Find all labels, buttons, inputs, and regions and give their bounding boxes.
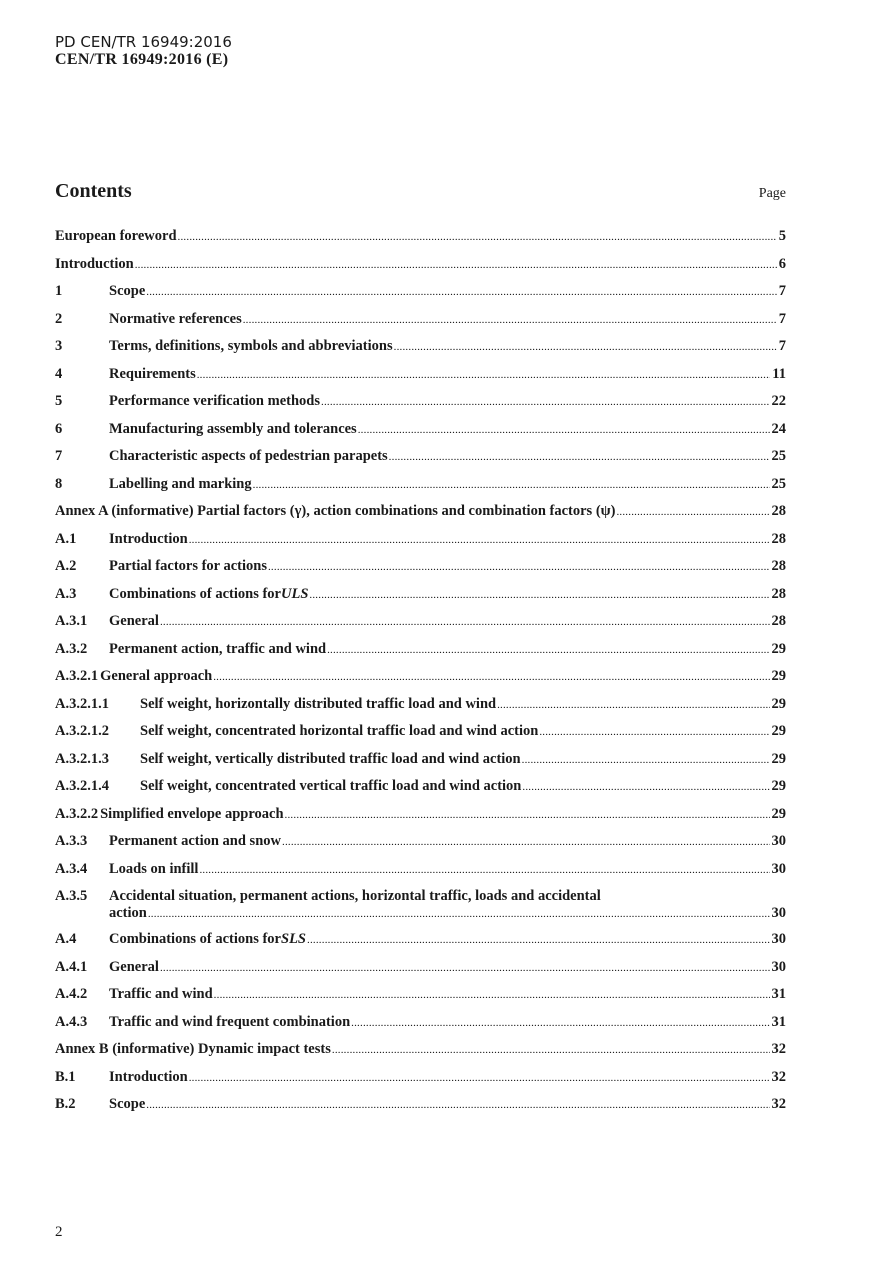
- toc-entry-number: A.4.1: [55, 958, 88, 975]
- toc-entry-number: A.3: [55, 585, 77, 602]
- toc-entry[interactable]: [55, 1069, 786, 1086]
- toc-entry-number: A.3.1: [55, 613, 88, 629]
- toc-entry-number: A.3.3: [55, 833, 88, 849]
- dot-leader: [253, 476, 770, 493]
- toc-entry[interactable]: [55, 366, 786, 383]
- toc-entry-title: Combinations of actions for: [109, 585, 281, 602]
- toc-entry-title: Terms, definitions, symbols and abbreviations: [109, 338, 393, 354]
- document-id-header: PD CEN/TR 16949:2016: [55, 33, 232, 51]
- dot-leader: [332, 1041, 770, 1058]
- toc-entry-page: 7: [778, 338, 786, 354]
- dot-leader: [389, 448, 770, 465]
- toc-entry-title: Partial factors for actions: [109, 558, 267, 574]
- document-standard-header: CEN/TR 16949:2016 (E): [55, 51, 229, 68]
- dot-leader: [497, 696, 769, 713]
- dot-leader: [268, 558, 770, 575]
- toc-entry-number: B.1: [55, 1068, 76, 1085]
- contents-title: Contents: [55, 180, 132, 202]
- toc-entry-number: A.2: [55, 558, 77, 574]
- toc-entry[interactable]: [55, 393, 786, 410]
- dot-leader: [148, 905, 770, 922]
- toc-entry-number: A.4.2: [55, 986, 88, 1002]
- toc-entry-page: 29: [771, 750, 786, 767]
- toc-entry-title: General: [109, 958, 159, 975]
- dot-leader: [394, 338, 777, 355]
- dot-leader: [539, 723, 769, 740]
- toc-entry[interactable]: [55, 256, 786, 273]
- toc-entry-title: Performance verification methods: [109, 393, 320, 409]
- toc-entry[interactable]: [55, 959, 786, 976]
- dot-leader: [307, 931, 770, 948]
- toc-entry-page: 28: [771, 585, 786, 602]
- toc-entry-number: A.3.2.1.1: [55, 695, 109, 712]
- toc-entry-number: 2: [55, 310, 63, 327]
- toc-entry-title: Simplified envelope approach: [100, 805, 284, 822]
- toc-entry-number: A.3.2: [55, 640, 88, 657]
- dot-leader: [146, 1096, 769, 1113]
- toc-entry-page: 28: [771, 503, 786, 519]
- toc-entry[interactable]: [55, 778, 786, 795]
- toc-entry-title: Requirements: [109, 365, 196, 382]
- toc-entry[interactable]: [55, 338, 786, 355]
- toc-entry-number: A.3.2.1.3: [55, 750, 109, 767]
- toc-entry[interactable]: [55, 503, 786, 520]
- toc-entry-title: Self weight, concentrated vertical traffic load and wind action: [140, 778, 522, 794]
- dot-leader: [135, 256, 777, 273]
- toc-entry[interactable]: [55, 696, 786, 713]
- toc-entry[interactable]: [55, 986, 786, 1003]
- toc-entry-title: Accidental situation, permanent actions, horizontal traffic, loads and accidental: [109, 888, 601, 904]
- toc-entry[interactable]: [55, 931, 786, 948]
- dot-leader: [214, 986, 770, 1003]
- toc-entry-page: 25: [771, 475, 786, 492]
- toc-entry[interactable]: [55, 668, 786, 685]
- toc-entry[interactable]: [55, 228, 786, 245]
- toc-entry-number: A.3.2.2: [55, 805, 99, 822]
- toc-entry-title: Permanent action, traffic and wind: [109, 640, 327, 657]
- dot-leader: [327, 641, 769, 658]
- toc-entry-number: 7: [55, 448, 63, 464]
- dot-leader: [189, 1069, 770, 1086]
- dot-leader: [282, 833, 770, 850]
- dot-leader: [160, 959, 770, 976]
- toc-entry[interactable]: [55, 751, 786, 768]
- toc-entry-page: 32: [771, 1041, 786, 1057]
- toc-entry-page: 25: [771, 448, 786, 464]
- toc-entry-number: A.3.2.1.2: [55, 723, 109, 739]
- toc-entry-title: Scope: [109, 1096, 146, 1112]
- page-column-label: Page: [758, 186, 786, 201]
- toc-entry-title: Labelling and marking: [109, 475, 252, 492]
- toc-entry-number: 6: [55, 420, 63, 437]
- toc-entry-page: 29: [771, 723, 786, 739]
- toc-entry-title: Normative references: [109, 310, 242, 327]
- toc-entry-page: 5: [778, 228, 786, 244]
- dot-leader: [522, 778, 769, 795]
- toc-entry-title: General: [109, 613, 159, 629]
- table-of-contents: [55, 228, 786, 1124]
- toc-entry-page: 6: [778, 255, 786, 272]
- toc-entry-page: 29: [771, 668, 786, 684]
- dot-leader: [358, 421, 770, 438]
- toc-entry-number: A.3.5: [55, 888, 88, 904]
- toc-entry-page: 30: [771, 860, 786, 877]
- dot-leader: [189, 531, 770, 548]
- toc-entry-title-italic: ULS: [281, 585, 309, 602]
- dot-leader: [309, 586, 769, 603]
- toc-entry-number: 3: [55, 338, 63, 354]
- dot-leader: [285, 806, 770, 823]
- toc-entry-number: Annex B (informative) Dynamic impact tests: [55, 1041, 331, 1057]
- toc-entry-number: A.4.3: [55, 1013, 88, 1030]
- toc-entry[interactable]: [55, 558, 786, 575]
- toc-entry-title: Combinations of actions for: [109, 931, 281, 947]
- toc-entry-page: 30: [771, 905, 786, 921]
- toc-entry[interactable]: [55, 641, 786, 658]
- toc-entry-title: Traffic and wind frequent combination: [109, 1013, 351, 1030]
- toc-entry-title: Manufacturing assembly and tolerances: [109, 420, 357, 437]
- dot-leader: [197, 366, 771, 383]
- toc-entry-page: 30: [771, 833, 786, 849]
- toc-entry-title: General approach: [100, 668, 213, 684]
- toc-entry[interactable]: [55, 806, 786, 823]
- toc-entry-title: Self weight, horizontally distributed traffic load and wind: [140, 695, 497, 712]
- toc-entry-title: Traffic and wind: [109, 986, 213, 1002]
- dot-leader: [160, 613, 770, 630]
- toc-entry-page: 31: [771, 1013, 786, 1030]
- toc-entry-number: A.1: [55, 530, 77, 547]
- toc-entry-title: Loads on infill: [109, 860, 199, 877]
- toc-entry-title: Self weight, vertically distributed traffic load and wind action: [140, 750, 521, 767]
- page-number: 2: [55, 1224, 63, 1240]
- toc-entry[interactable]: [55, 476, 786, 493]
- toc-entry-page: 32: [771, 1096, 786, 1112]
- toc-entry-number: A.3.2.1: [55, 668, 99, 684]
- dot-leader: [616, 503, 769, 520]
- toc-entry[interactable]: [55, 1041, 786, 1058]
- toc-entry-number: 1: [55, 283, 63, 299]
- toc-entry[interactable]: [55, 1096, 786, 1113]
- toc-entry[interactable]: [55, 861, 786, 878]
- toc-entry-page: 28: [771, 530, 786, 547]
- dot-leader: [522, 751, 770, 768]
- toc-entry[interactable]: [55, 613, 786, 630]
- toc-entry-page: 32: [771, 1068, 786, 1085]
- toc-entry-page: 28: [771, 613, 786, 629]
- toc-entry-page: 28: [771, 558, 786, 574]
- toc-entry[interactable]: [55, 421, 786, 438]
- toc-entry-title-continued: action: [109, 905, 147, 921]
- toc-entry-number: 5: [55, 393, 63, 409]
- toc-entry-number: A.4: [55, 931, 77, 947]
- toc-entry-page: 29: [771, 778, 786, 794]
- toc-entry-title: Characteristic aspects of pedestrian parapets: [109, 448, 388, 464]
- toc-entry-number: A.3.4: [55, 860, 88, 877]
- dot-leader: [178, 228, 777, 245]
- toc-entry[interactable]: [55, 531, 786, 548]
- toc-entry-number: 4: [55, 365, 63, 382]
- toc-entry[interactable]: [55, 723, 786, 740]
- toc-entry-title: Scope: [109, 283, 146, 299]
- toc-entry[interactable]: [55, 833, 786, 850]
- toc-entry[interactable]: [55, 311, 786, 328]
- toc-entry-title-italic: SLS: [281, 931, 306, 947]
- dot-leader: [199, 861, 769, 878]
- toc-entry[interactable]: [55, 586, 786, 603]
- toc-entry-title: Self weight, concentrated horizontal traffic load and wind action: [140, 723, 539, 739]
- toc-entry-page: 11: [772, 365, 786, 382]
- toc-entry-title: Permanent action and snow: [109, 833, 281, 849]
- toc-entry-number: European foreword: [55, 228, 177, 244]
- toc-entry-page: 24: [771, 420, 786, 437]
- toc-entry[interactable]: [55, 283, 786, 300]
- dot-leader: [321, 393, 770, 410]
- toc-entry[interactable]: [55, 1014, 786, 1031]
- toc-entry[interactable]: [55, 448, 786, 465]
- toc-entry-page: 30: [771, 958, 786, 975]
- toc-entry-number: A.3.2.1.4: [55, 778, 109, 794]
- toc-entry-page: 22: [771, 393, 786, 409]
- toc-entry-page: 29: [771, 695, 786, 712]
- dot-leader: [243, 311, 777, 328]
- toc-entry-number: 8: [55, 475, 63, 492]
- dot-leader: [213, 668, 769, 685]
- toc-entry-page: 7: [778, 283, 786, 299]
- toc-entry-page: 29: [771, 640, 786, 657]
- toc-entry-page: 30: [771, 931, 786, 947]
- toc-entry-number: B.2: [55, 1096, 76, 1112]
- toc-entry[interactable]: [55, 888, 786, 922]
- toc-entry-page: 31: [771, 986, 786, 1002]
- toc-entry-number: Introduction: [55, 255, 134, 272]
- toc-entry-title: Introduction: [109, 530, 188, 547]
- dot-leader: [146, 283, 777, 300]
- toc-entry-page: 7: [778, 310, 786, 327]
- dot-leader: [351, 1014, 769, 1031]
- toc-entry-number: Annex A (informative) Partial factors (γ), action combinations and combination factors (ψ): [55, 503, 616, 519]
- toc-entry-page: 29: [771, 805, 786, 822]
- toc-entry-title: Introduction: [109, 1068, 188, 1085]
